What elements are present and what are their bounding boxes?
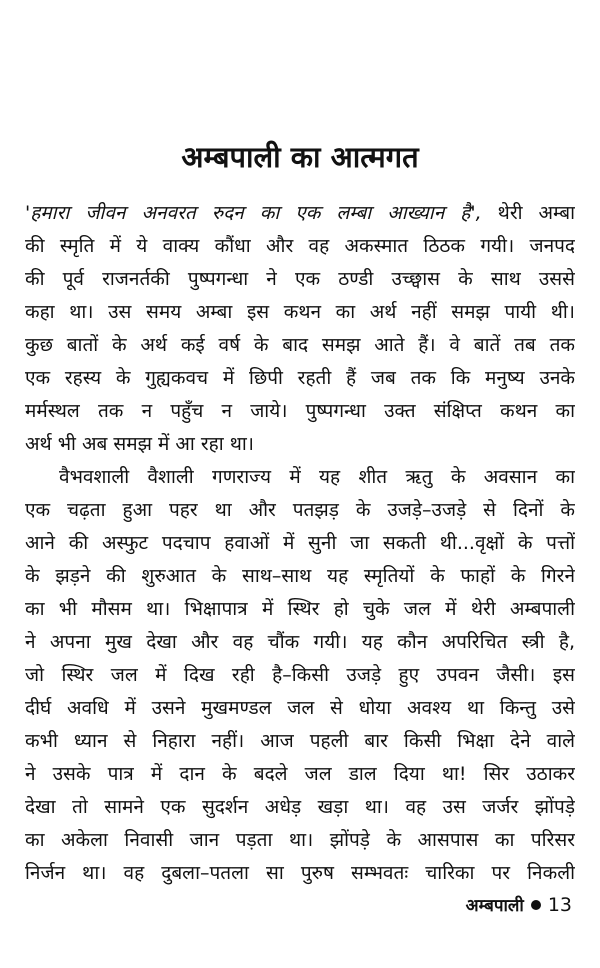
paragraph-2-line: का भी मौसम था। भिक्षापात्र में स्थिर हो चुके जल में थेरी अम्बपाली <box>25 598 575 620</box>
paragraph-2-line: एक चढ़ता हुआ पहर था और पतझड़ के उजड़े–उजड़े से दिनों के <box>25 499 575 521</box>
paragraph-1-last-line: अर्थ भी अब समझ में आ रहा था। <box>25 433 254 455</box>
page-number: 13 <box>547 893 572 916</box>
paragraph-1-line: मर्मस्थल तक न पहुँच न जाये। पुष्पगन्धा उक्त संक्षिप्त कथन का <box>25 400 575 422</box>
chapter-body <box>25 197 575 890</box>
paragraph-2-line: ने अपना मुख देखा और वह चौंक गयी। यह कौन अपरिचित स्त्री है, <box>25 631 575 653</box>
paragraph-2-line-1: वैभवशाली वैशाली गणराज्य में यह शीत ऋतु के अवसान का <box>59 466 575 488</box>
paragraph-1-line: की पूर्व राजनर्तकी पुष्पगन्धा ने एक ठण्डी उच्छ्वास के साथ उससे <box>25 268 575 290</box>
paragraph-2-line: के झड़ने की शुरुआत के साथ–साथ यह स्मृतियों के फाहों के गिरने <box>25 565 575 587</box>
paragraph-1-line: एक रहस्य के गुह्यकवच में छिपी रहती हैं जब तक कि मनुष्य उनके <box>25 367 575 389</box>
opening-quote: 'हमारा जीवन अनवरत रुदन का एक लम्बा आख्यान है', <box>25 202 482 224</box>
paragraph-2-line: दीर्घ अवधि में उसने मुखमण्डल जल से धोया अवश्य था किन्तु उसे <box>25 697 575 719</box>
paragraph-2-line: कभी ध्यान से निहारा नहीं। आज पहली बार किसी भिक्षा देने वाले <box>25 730 575 752</box>
paragraph-2-line: ने उसके पात्र में दान के बदले जल डाल दिया था! सिर उठाकर <box>25 763 575 785</box>
paragraph-1-line: कहा था। उस समय अम्बा इस कथन का अर्थ नहीं समझ पायी थी। <box>25 301 575 323</box>
paragraph-2-line: देखा तो सामने एक सुदर्शन अधेड़ खड़ा था। वह उस जर्जर झोंपड़े <box>25 796 575 818</box>
paragraph-2-line: का अकेला निवासी जान पड़ता था। झोंपड़े के आसपास का परिसर <box>25 829 575 851</box>
paragraph-2-line: निर्जन था। वह दुबला–पतला सा पुरुष सम्भवतः चारिका पर निकली <box>25 862 575 884</box>
paragraph-1-line: की स्मृति में ये वाक्य कौंधा और वह अकस्मात ठिठक गयी। जनपद <box>25 235 575 257</box>
paragraph-1-line: कुछ बातों के अर्थ कई वर्ष के बाद समझ आते हैं। वे बातें तब तक <box>25 334 575 356</box>
page-footer <box>466 893 572 916</box>
chapter-title: अम्बपाली का आत्मगत <box>181 140 419 175</box>
paragraph-2-line: जो स्थिर जल में दिख रही है–किसी उजड़े हुए उपवन जैसी। इस <box>25 664 575 686</box>
paragraph-1-line-1 <box>25 197 575 230</box>
paragraph-2-line: आने की अस्फुट पदचाप हवाओं में सुनी जा सकती थी...वृक्षों के पत्तों <box>25 532 575 554</box>
running-head: अम्बपाली <box>465 896 524 916</box>
bullet-dot-icon <box>531 900 541 910</box>
line-1-rest: थेरी अम्बा <box>481 202 575 224</box>
